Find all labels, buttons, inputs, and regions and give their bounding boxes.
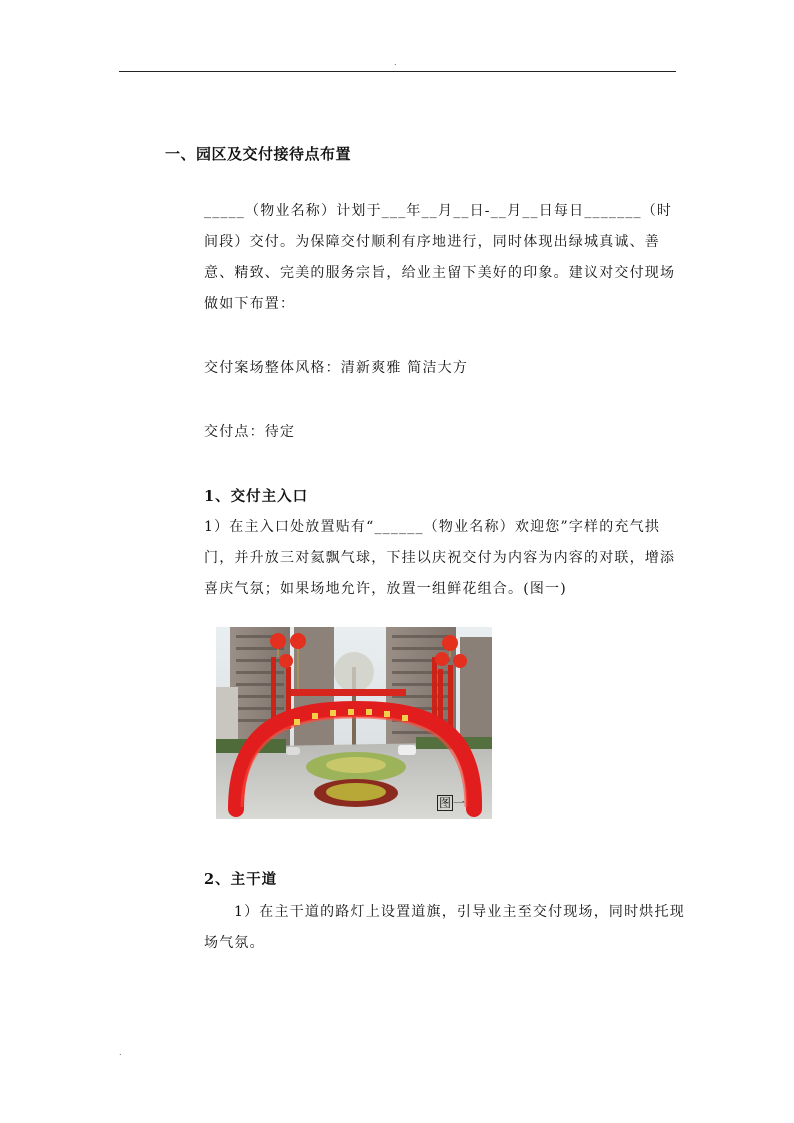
style-line: 交付案场整体风格：清新爽雅 简洁大方 <box>204 360 469 376</box>
figure-1-caption-box: 图 <box>439 796 452 810</box>
subsection-title-main-road: 2、主干道 <box>204 871 278 888</box>
section-title: 一、园区及交付接待点布置 <box>165 145 352 163</box>
figure-1-caption <box>437 794 465 811</box>
main-road-paragraph: 1）在主干道的路灯上设置道旗，引导业主至交付现场，同时烘托现场气氛。 <box>204 904 685 951</box>
footer-mark: . <box>119 1048 122 1057</box>
point-line: 交付点：待定 <box>204 424 296 440</box>
figure-1-photo <box>216 627 492 819</box>
intro-paragraph: _____（物业名称）计划于___年__月__日-__月__日每日_______（时间段）交付。为保障交付顺利有序地进行，同时体现出绿城真诚、善意、精致、完美的服务宗旨，给业主留下美好的印象。建议对交付现场做如下布置： <box>204 203 676 312</box>
subsection-title-entrance: 1、交付主入口 <box>204 488 309 505</box>
header-rule <box>119 71 676 72</box>
figure-1-caption-number: 一 <box>453 796 466 810</box>
header-mark: . <box>394 58 397 67</box>
entrance-paragraph: 1）在主入口处放置贴有“______（物业名称）欢迎您”字样的充气拱门，并升放三对氦飘气球，下挂以庆祝交付为内容为内容的对联，增添喜庆气氛；如果场地允许，放置一组鲜花组合。(图一) <box>204 519 676 597</box>
